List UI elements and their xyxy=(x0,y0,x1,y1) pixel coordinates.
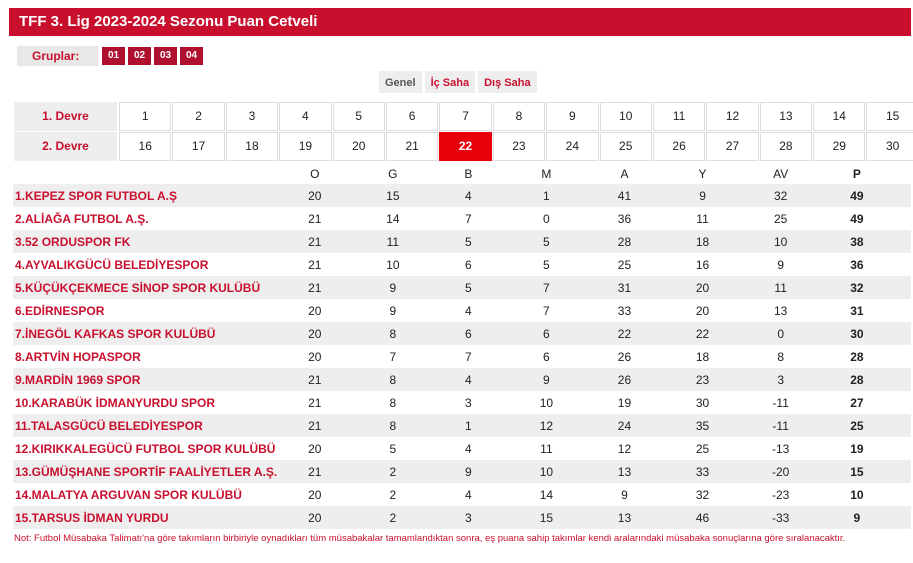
cell-played: 21 xyxy=(290,276,339,299)
table-row xyxy=(13,276,911,299)
cell-goals-against: 33 xyxy=(647,460,759,483)
table-row xyxy=(13,460,911,483)
table-row xyxy=(13,184,911,207)
cell-drawn: 4 xyxy=(465,487,472,502)
header-goal-difference: AV xyxy=(773,167,789,181)
cell-drawn: 3 xyxy=(465,395,472,410)
header-goals-for: A xyxy=(620,167,629,181)
cell-won: 7 xyxy=(389,349,397,364)
cell-drawn: 6 xyxy=(446,322,490,345)
cell-team-name[interactable]: 1.KEPEZ SPOR FUTBOL A.Ş xyxy=(13,184,290,207)
cell-played: 20 xyxy=(290,506,339,529)
cell-goals-for: 19 xyxy=(617,395,632,410)
cell-goals-against: 18 xyxy=(647,230,759,253)
cell-goals-against: 25 xyxy=(695,441,710,456)
cell-goals-for: 33 xyxy=(617,303,632,318)
cell-played: 20 xyxy=(308,487,322,502)
cell-won: 15 xyxy=(339,184,446,207)
round-button-1[interactable]: 1 xyxy=(119,102,171,131)
cell-goals-for: 41 xyxy=(602,184,646,207)
table-header-row xyxy=(13,164,911,184)
cell-points: 10 xyxy=(850,487,864,502)
cell-won: 14 xyxy=(386,211,400,226)
cell-lost: 6 xyxy=(490,322,602,345)
round-button-16[interactable]: 16 xyxy=(119,132,171,161)
cell-lost: 10 xyxy=(539,395,554,410)
cell-lost: 7 xyxy=(490,276,602,299)
round-button-30[interactable]: 30 xyxy=(866,132,913,161)
cell-team-name[interactable]: 4.AYVALIKGÜCÜ BELEDİYESPOR xyxy=(15,257,209,272)
cell-played: 21 xyxy=(290,368,339,391)
cell-team-name[interactable]: 6.EDİRNESPOR xyxy=(15,303,105,318)
cell-goal-difference: 13 xyxy=(773,303,788,318)
cell-won: 8 xyxy=(339,368,446,391)
cell-played: 20 xyxy=(308,303,322,318)
table-row xyxy=(13,322,911,345)
cell-goals-against: 22 xyxy=(647,322,759,345)
round-button-28[interactable]: 28 xyxy=(760,132,812,161)
cell-team-name[interactable]: 10.KARABÜK İDMANYURDU SPOR xyxy=(15,395,216,410)
cell-goal-difference: 32 xyxy=(759,184,803,207)
round-button-19[interactable]: 19 xyxy=(279,132,331,161)
group-button-04[interactable]: 04 xyxy=(180,47,203,65)
page-title: TFF 3. Lig 2023-2024 Sezonu Puan Cetveli xyxy=(9,8,911,36)
cell-goal-difference: -11 xyxy=(759,414,803,437)
cell-won: 2 xyxy=(339,506,446,529)
cell-won: 9 xyxy=(389,303,397,318)
cell-played: 21 xyxy=(290,230,339,253)
header-won: G xyxy=(388,167,398,181)
cell-goal-difference: 9 xyxy=(777,257,784,272)
cell-lost: 1 xyxy=(490,184,602,207)
cell-won: 8 xyxy=(339,322,446,345)
first-half-rounds xyxy=(14,102,913,131)
table-row xyxy=(13,414,911,437)
group-button-01[interactable]: 01 xyxy=(102,47,125,65)
cell-goals-against: 32 xyxy=(695,487,710,502)
cell-team-name[interactable]: 8.ARTVİN HOPASPOR xyxy=(15,349,141,364)
cell-goals-for: 28 xyxy=(602,230,646,253)
cell-points: 31 xyxy=(850,303,864,318)
tab-dis-saha[interactable]: Dış Saha xyxy=(478,71,536,93)
round-button-6[interactable]: 6 xyxy=(386,102,438,131)
cell-goals-against: 30 xyxy=(695,395,710,410)
round-button-25[interactable]: 25 xyxy=(600,132,652,161)
tab-ic-saha[interactable]: İç Saha xyxy=(425,71,476,93)
cell-lost: 14 xyxy=(539,487,554,502)
cell-goals-against: 11 xyxy=(696,211,709,226)
cell-goals-for: 22 xyxy=(602,322,646,345)
cell-goals-for: 36 xyxy=(617,211,632,226)
cell-goal-difference: 11 xyxy=(759,276,803,299)
cell-lost: 12 xyxy=(490,414,602,437)
cell-goal-difference: 25 xyxy=(773,211,788,226)
first-half-label: 1. Devre xyxy=(14,102,117,131)
cell-lost: 6 xyxy=(543,349,550,364)
cell-goals-for: 24 xyxy=(602,414,646,437)
round-button-18[interactable]: 18 xyxy=(226,132,278,161)
cell-lost: 11 xyxy=(540,441,553,456)
cell-lost: 0 xyxy=(543,211,550,226)
table-row xyxy=(13,345,911,368)
table-row xyxy=(13,299,911,322)
cell-points: 30 xyxy=(803,322,911,345)
cell-goals-for: 9 xyxy=(621,487,628,502)
cell-lost: 7 xyxy=(543,303,550,318)
standings-body xyxy=(13,184,911,529)
cell-points: 38 xyxy=(803,230,911,253)
standings-table xyxy=(13,164,911,529)
round-button-12[interactable]: 12 xyxy=(706,102,758,131)
header-played: O xyxy=(310,167,320,181)
round-button-13[interactable]: 13 xyxy=(760,102,812,131)
cell-team-name[interactable]: 11.TALASGÜCÜ BELEDİYESPOR xyxy=(13,414,290,437)
cell-drawn: 4 xyxy=(465,441,472,456)
cell-drawn: 9 xyxy=(446,460,490,483)
tab-genel[interactable]: Genel xyxy=(379,71,422,93)
cell-goals-against: 35 xyxy=(647,414,759,437)
header-drawn: B xyxy=(464,167,473,181)
group-button-02[interactable]: 02 xyxy=(128,47,151,65)
cell-played: 21 xyxy=(308,211,322,226)
cell-team-name[interactable]: 14.MALATYA ARGUVAN SPOR KULÜBÜ xyxy=(15,487,242,502)
round-button-7[interactable]: 7 xyxy=(439,102,491,131)
table-row xyxy=(13,253,911,276)
cell-goal-difference: -20 xyxy=(759,460,803,483)
cell-goals-against: 20 xyxy=(695,303,710,318)
round-button-20[interactable]: 20 xyxy=(333,132,385,161)
header-points: P xyxy=(852,167,861,181)
cell-points: 49 xyxy=(803,184,911,207)
cell-goals-for: 13 xyxy=(602,460,646,483)
table-row xyxy=(13,391,911,414)
cell-drawn: 3 xyxy=(446,506,490,529)
cell-goals-against: 9 xyxy=(647,184,759,207)
cell-goals-for: 31 xyxy=(602,276,646,299)
table-row xyxy=(13,437,911,460)
round-button-17[interactable]: 17 xyxy=(172,132,224,161)
cell-goals-for: 26 xyxy=(617,349,632,364)
round-button-2[interactable]: 2 xyxy=(172,102,224,131)
cell-team-name[interactable]: 5.KÜÇÜKÇEKMECE SİNOP SPOR KULÜBÜ xyxy=(13,276,290,299)
cell-played: 21 xyxy=(308,257,322,272)
round-button-23[interactable]: 23 xyxy=(493,132,545,161)
cell-won: 5 xyxy=(389,441,397,456)
cell-points: 32 xyxy=(803,276,911,299)
round-button-22[interactable]: 22 xyxy=(439,132,491,161)
cell-goals-for: 12 xyxy=(617,441,632,456)
round-button-5[interactable]: 5 xyxy=(333,102,385,131)
table-row xyxy=(13,207,911,230)
header-goals-against: Y xyxy=(698,167,707,181)
round-selector xyxy=(14,102,913,162)
cell-team-name[interactable]: 2.ALİAĞA FUTBOL A.Ş. xyxy=(15,211,149,226)
cell-goal-difference: 8 xyxy=(777,349,784,364)
cell-played: 20 xyxy=(290,184,339,207)
cell-played: 20 xyxy=(308,349,322,364)
cell-goals-against: 16 xyxy=(695,257,710,272)
second-half-rounds xyxy=(14,132,913,161)
cell-played: 21 xyxy=(290,414,339,437)
table-row xyxy=(13,506,911,529)
group-selector xyxy=(17,46,203,66)
cell-points: 27 xyxy=(850,395,864,410)
cell-played: 21 xyxy=(290,460,339,483)
cell-goal-difference: -13 xyxy=(771,441,790,456)
cell-played: 20 xyxy=(308,441,322,456)
cell-won: 2 xyxy=(389,487,397,502)
cell-won: 10 xyxy=(386,257,400,272)
cell-won: 8 xyxy=(339,414,446,437)
round-button-10[interactable]: 10 xyxy=(600,102,652,131)
cell-points: 36 xyxy=(850,257,864,272)
round-button-27[interactable]: 27 xyxy=(706,132,758,161)
cell-lost: 5 xyxy=(543,257,550,272)
cell-drawn: 5 xyxy=(446,276,490,299)
table-row xyxy=(13,368,911,391)
cell-drawn: 7 xyxy=(465,211,472,226)
cell-goal-difference: -11 xyxy=(772,395,789,410)
round-button-29[interactable]: 29 xyxy=(813,132,865,161)
cell-goals-against: 46 xyxy=(647,506,759,529)
cell-team-name[interactable]: 3.52 ORDUSPOR FK xyxy=(13,230,290,253)
cell-goal-difference: 3 xyxy=(759,368,803,391)
cell-drawn: 7 xyxy=(465,349,472,364)
cell-won: 2 xyxy=(339,460,446,483)
cell-played: 21 xyxy=(308,395,322,410)
venue-tabs xyxy=(379,71,540,93)
header-team xyxy=(13,164,290,184)
cell-team-name[interactable]: 13.GÜMÜŞHANE SPORTİF FAALİYETLER A.Ş. xyxy=(13,460,290,483)
cell-points: 9 xyxy=(803,506,911,529)
cell-won: 8 xyxy=(389,395,397,410)
cell-points: 28 xyxy=(803,368,911,391)
cell-team-name[interactable]: 9.MARDİN 1969 SPOR xyxy=(13,368,290,391)
cell-goal-difference: -23 xyxy=(771,487,790,502)
cell-points: 28 xyxy=(850,349,864,364)
cell-team-name[interactable]: 7.İNEGÖL KAFKAS SPOR KULÜBÜ xyxy=(13,322,290,345)
round-button-21[interactable]: 21 xyxy=(386,132,438,161)
cell-goals-against: 23 xyxy=(647,368,759,391)
cell-team-name[interactable]: 15.TARSUS İDMAN YURDU xyxy=(13,506,290,529)
round-button-14[interactable]: 14 xyxy=(813,102,865,131)
round-button-26[interactable]: 26 xyxy=(653,132,705,161)
cell-goal-difference: 0 xyxy=(759,322,803,345)
round-button-9[interactable]: 9 xyxy=(546,102,598,131)
cell-won: 11 xyxy=(339,230,446,253)
cell-played: 20 xyxy=(290,322,339,345)
round-button-24[interactable]: 24 xyxy=(546,132,598,161)
cell-points: 25 xyxy=(803,414,911,437)
group-button-03[interactable]: 03 xyxy=(154,47,177,65)
header-lost: M xyxy=(541,167,552,181)
cell-points: 49 xyxy=(850,211,864,226)
cell-lost: 15 xyxy=(490,506,602,529)
cell-drawn: 4 xyxy=(446,184,490,207)
cell-team-name[interactable]: 12.KIRIKKALEGÜCÜ FUTBOL SPOR KULÜBÜ xyxy=(15,441,276,456)
cell-goals-against: 20 xyxy=(647,276,759,299)
cell-points: 19 xyxy=(850,441,864,456)
cell-drawn: 5 xyxy=(446,230,490,253)
second-half-label: 2. Devre xyxy=(14,132,117,161)
cell-lost: 5 xyxy=(490,230,602,253)
round-button-3[interactable]: 3 xyxy=(226,102,278,131)
cell-goal-difference: -33 xyxy=(759,506,803,529)
table-row xyxy=(13,230,911,253)
footnote: Not: Futbol Müsabaka Talimatı'na göre takımların birbiriyle oynadıkları tüm müsabakalar tamamlandıktan sonra, eş puana sahip takımlar kendi aralarındaki müsabaka sonuçlarına göre sıralanacaktır. xyxy=(14,533,846,544)
round-button-11[interactable]: 11 xyxy=(653,102,705,131)
cell-goals-for: 25 xyxy=(617,257,632,272)
groups-label: Gruplar: xyxy=(17,46,98,66)
cell-drawn: 4 xyxy=(446,368,490,391)
cell-drawn: 4 xyxy=(465,303,472,318)
cell-goals-for: 26 xyxy=(602,368,646,391)
cell-drawn: 6 xyxy=(465,257,472,272)
cell-goal-difference: 10 xyxy=(759,230,803,253)
cell-goals-against: 18 xyxy=(695,349,710,364)
table-row xyxy=(13,483,911,506)
cell-won: 9 xyxy=(339,276,446,299)
cell-drawn: 1 xyxy=(446,414,490,437)
cell-points: 15 xyxy=(803,460,911,483)
round-button-15[interactable]: 15 xyxy=(866,102,913,131)
cell-goals-for: 13 xyxy=(602,506,646,529)
round-button-4[interactable]: 4 xyxy=(279,102,331,131)
cell-lost: 10 xyxy=(490,460,602,483)
cell-lost: 9 xyxy=(490,368,602,391)
round-button-8[interactable]: 8 xyxy=(493,102,545,131)
